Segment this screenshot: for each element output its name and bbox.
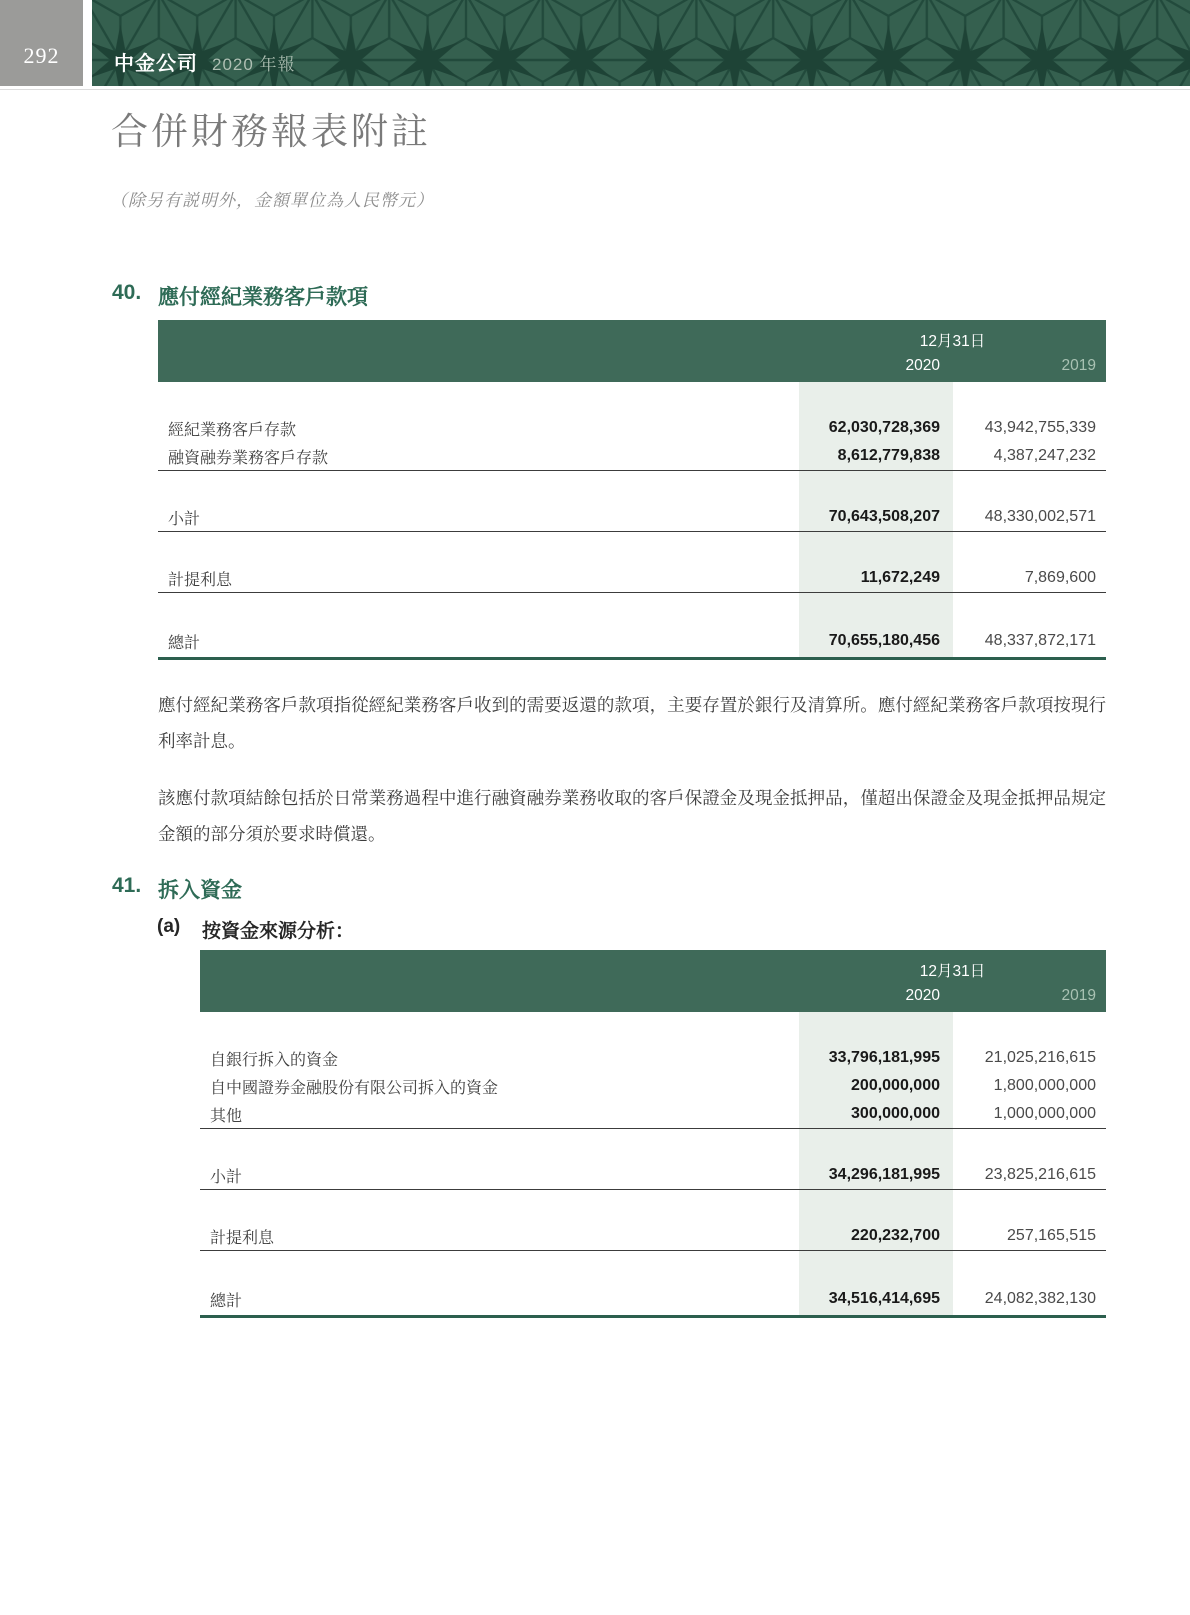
table-header — [200, 950, 1106, 1012]
spacer-row — [200, 1190, 1106, 1222]
row-label: 自銀行拆入的資金 — [210, 1051, 339, 1069]
row-label: 計提利息 — [168, 571, 233, 589]
value-2020: 33,796,181,995 — [799, 1044, 953, 1072]
header-banner — [92, 0, 1190, 86]
spacer-row — [200, 1251, 1106, 1283]
spacer-row — [200, 1012, 1106, 1044]
total-row — [200, 1283, 1106, 1318]
date-header: 12月31日 — [919, 963, 986, 980]
table-row — [200, 1100, 1106, 1129]
value-2019: 24,082,382,130 — [984, 1290, 1096, 1307]
row-label: 自中國證券金融股份有限公司拆入的資金 — [210, 1079, 499, 1097]
table-row — [158, 442, 1106, 471]
value-2020: 70,643,508,207 — [799, 503, 953, 531]
accrued-interest-row — [158, 564, 1106, 593]
paragraph: 應付經紀業務客戶款項指從經紀業務客戶收到的需要返還的款項，主要存置於銀行及清算所。應付經紀業務客戶款項按現行利率計息。 — [158, 695, 1106, 751]
value-2020: 220,232,700 — [799, 1222, 953, 1250]
date-header: 12月31日 — [919, 333, 986, 350]
report-edition: 2020 年報 — [212, 55, 296, 74]
item-title: 按資金來源分析： — [202, 921, 355, 942]
section-41-title: 拆入資金 — [158, 879, 242, 902]
value-2020: 62,030,728,369 — [799, 414, 953, 442]
section-41-number: 41. — [112, 874, 142, 897]
value-2020: 34,296,181,995 — [799, 1161, 953, 1189]
subtotal-row — [158, 503, 1106, 532]
table-row — [200, 1072, 1106, 1100]
spacer-row — [158, 593, 1106, 625]
row-label: 總計 — [210, 1292, 243, 1310]
section-41a-heading — [157, 916, 354, 943]
value-2019: 1,000,000,000 — [993, 1105, 1096, 1122]
subtotal-row — [200, 1161, 1106, 1190]
table-row — [200, 1044, 1106, 1072]
spacer-row — [200, 1129, 1106, 1161]
value-2019: 48,337,872,171 — [984, 632, 1096, 649]
column-header-2020: 2020 — [905, 987, 940, 1004]
page-number-box — [0, 0, 83, 86]
currency-note: （除另有説明外，金額單位為人民幣元） — [110, 191, 434, 210]
header-divider — [0, 89, 1190, 90]
year-header-row — [200, 987, 1106, 1005]
note-40-paragraphs — [158, 687, 1106, 873]
year-header-row — [158, 357, 1106, 375]
row-label: 融資融券業務客戶存款 — [168, 449, 329, 467]
banner-text — [114, 47, 296, 76]
row-label: 小計 — [168, 510, 201, 528]
row-label: 計提利息 — [210, 1229, 275, 1247]
value-2019: 257,165,515 — [1007, 1227, 1096, 1244]
section-40-heading — [112, 281, 368, 311]
payables-to-brokerage-clients-table — [158, 320, 1106, 660]
paragraph: 該應付款項結餘包括於日常業務過程中進行融資融券業務收取的客戶保證金及現金抵押品，僅超出保證金及現金抵押品規定金額的部分須於要求時償還。 — [158, 788, 1106, 844]
spacer-row — [158, 471, 1106, 503]
value-2019: 21,025,216,615 — [984, 1049, 1096, 1066]
section-41-heading — [112, 874, 242, 904]
value-2019: 43,942,755,339 — [984, 419, 1096, 436]
row-label: 經紀業務客戶存款 — [168, 421, 297, 439]
value-2019: 1,800,000,000 — [993, 1077, 1096, 1094]
row-label: 小計 — [210, 1168, 243, 1186]
borrowings-by-source-table — [200, 950, 1106, 1318]
value-2020: 300,000,000 — [799, 1100, 953, 1128]
spacer-row — [158, 382, 1106, 414]
section-40-title: 應付經紀業務客戶款項 — [158, 286, 368, 309]
row-label: 其他 — [210, 1107, 243, 1125]
page-title: 合併財務報表附註 — [111, 112, 431, 153]
value-2020: 70,655,180,456 — [799, 625, 953, 657]
value-2019: 48,330,002,571 — [984, 508, 1096, 525]
item-label: (a) — [157, 916, 181, 937]
table-row — [158, 414, 1106, 442]
row-label: 總計 — [168, 634, 201, 652]
table-header — [158, 320, 1106, 382]
value-2020: 11,672,249 — [799, 564, 953, 592]
accrued-interest-row — [200, 1222, 1106, 1251]
value-2019: 23,825,216,615 — [984, 1166, 1096, 1183]
column-header-2020: 2020 — [905, 357, 940, 374]
value-2019: 4,387,247,232 — [993, 447, 1096, 464]
page-number: 292 — [23, 43, 60, 68]
total-row — [158, 625, 1106, 660]
value-2020: 34,516,414,695 — [799, 1283, 953, 1315]
spacer-row — [158, 532, 1106, 564]
value-2020: 8,612,779,838 — [799, 442, 953, 470]
section-40-number: 40. — [112, 281, 142, 304]
company-name: 中金公司 — [114, 53, 198, 75]
value-2019: 7,869,600 — [1024, 569, 1096, 586]
column-header-2019: 2019 — [1061, 987, 1096, 1004]
column-header-2019: 2019 — [1061, 357, 1096, 374]
value-2020: 200,000,000 — [799, 1072, 953, 1100]
